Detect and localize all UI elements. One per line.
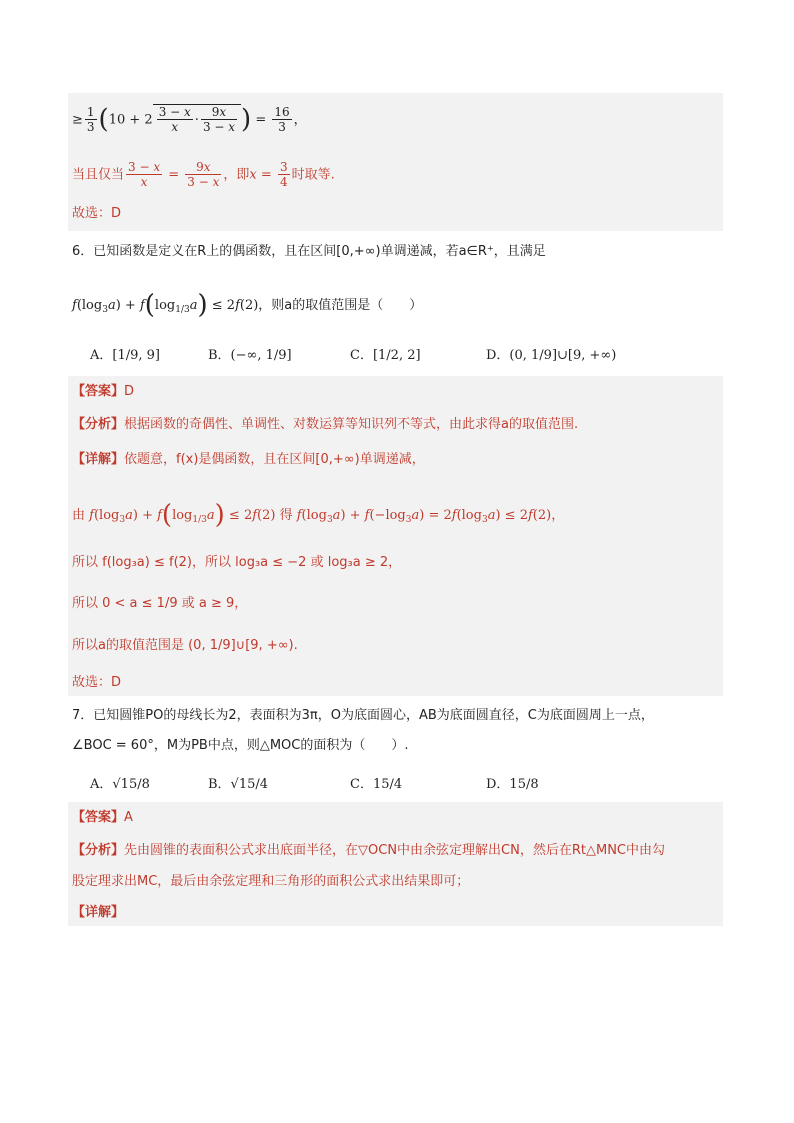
q6-analysis-row [72, 417, 578, 433]
q7-option-d[interactable]: D．15/8 [486, 777, 539, 792]
q7-option-a[interactable]: A．√15/8 [90, 777, 150, 792]
analysis-tag: 【分析】 [72, 417, 125, 432]
equality-prefix: 当且仅当 [72, 167, 125, 183]
q6-option-b[interactable]: B．(−∞, 1/9] [208, 348, 292, 363]
detail-2-prefix: 由 [72, 508, 86, 524]
q7-detail-row [72, 905, 124, 921]
q6-answer-row [72, 384, 134, 400]
q7-analysis-row1 [72, 843, 665, 859]
q5-final-answer: 故选：D [72, 206, 122, 221]
q7-answer-row [72, 810, 133, 826]
q7-option-c[interactable]: C．15/4 [350, 777, 403, 792]
q6-option-c[interactable]: C．[1/2, 2] [350, 348, 421, 363]
q7-stem-line1: 7．已知圆锥PO的母线长为2，表面积为3π，O为底面圆心，AB为底面圆直径，C为底面圆周上一点， [72, 708, 654, 723]
q6-final-answer: 故选：D [72, 675, 122, 690]
analysis-tag: 【分析】 [72, 843, 125, 858]
equality-mid: ，即 [223, 167, 250, 183]
detail-text-1: 依题意，f(x)是偶函数，且在区间[0,+∞)单调递减， [124, 452, 425, 467]
answer-tag: 【答案】 [72, 384, 125, 399]
detail-tag: 【详解】 [72, 905, 125, 920]
q5-inequality-line: ≥ $\frac{1}{3}$ (10 + 2 $\frac{3 - x}{x}$ · $\frac{9x}{3 - x}$ ) = $\frac{16}{3}$ ， [72, 104, 307, 135]
q6-stem-line2: $f(\log_3a) + f(\log_{1/3}a) \le 2f(2)$，则a的取值范围是（ ） [72, 290, 423, 320]
answer-tag: 【答案】 [72, 810, 125, 825]
q6-detail-row2: 由 $f(\log_3a) + f(\log_{1/3}a) \le 2f(2)$ 得 $f(\log_3a) + f(-\log_3a) = 2f(\log_3a) \le 2f(2)$， [72, 500, 565, 530]
q7-option-b[interactable]: B．√15/4 [208, 777, 269, 792]
detail-2-mid: 得 [279, 508, 293, 524]
q6-detail-row4: 所以 0 < a ≤ 1/9 或 a ≥ 9， [72, 596, 248, 611]
analysis-text-1: 先由圆锥的表面积公式求出底面半径，在▽OCN中由余弦定理解出CN，然后在Rt△MNC中由勾 [124, 843, 665, 858]
q6-stem-line1: 6．已知函数是定义在R上的偶函数，且在区间[0,+∞)单调递减，若a∈R⁺，且满足 [72, 244, 546, 259]
q6-option-d[interactable]: D．(0, 1/9]∪[9, +∞) [486, 348, 617, 363]
q6-detail-row1 [72, 452, 425, 468]
q6-option-a[interactable]: A．[1/9, 9] [90, 348, 160, 363]
q7-analysis-row2: 股定理求出MC，最后由余弦定理和三角形的面积公式求出结果即可； [72, 874, 470, 889]
q7-solution-band [68, 802, 723, 926]
equality-suffix: 时取等. [291, 167, 335, 183]
q7-stem-line2: ∠BOC = 60°，M为PB中点，则△MOC的面积为（ ）. [72, 738, 409, 753]
q6-detail-row3: 所以 f(log₃a) ≤ f(2)，所以 log₃a ≤ −2 或 log₃a ≥ 2， [72, 555, 402, 570]
detail-tag: 【详解】 [72, 452, 125, 467]
q5-equality-condition: 当且仅当 $\frac{3 - x}{x}$ = $\frac{9x}{3 - x}$ ，即x = $\frac{3}{4}$ 时取等. [72, 160, 335, 190]
answer-value: A [124, 810, 133, 825]
q6-stem-suffix: ，则a的取值范围是（ ） [258, 298, 423, 314]
analysis-text: 根据函数的奇偶性、单调性、对数运算等知识列不等式，由此求得a的取值范围. [124, 417, 579, 432]
answer-value: D [124, 384, 135, 399]
q6-detail-row5: 所以a的取值范围是 (0, 1/9]∪[9, +∞). [72, 638, 298, 653]
